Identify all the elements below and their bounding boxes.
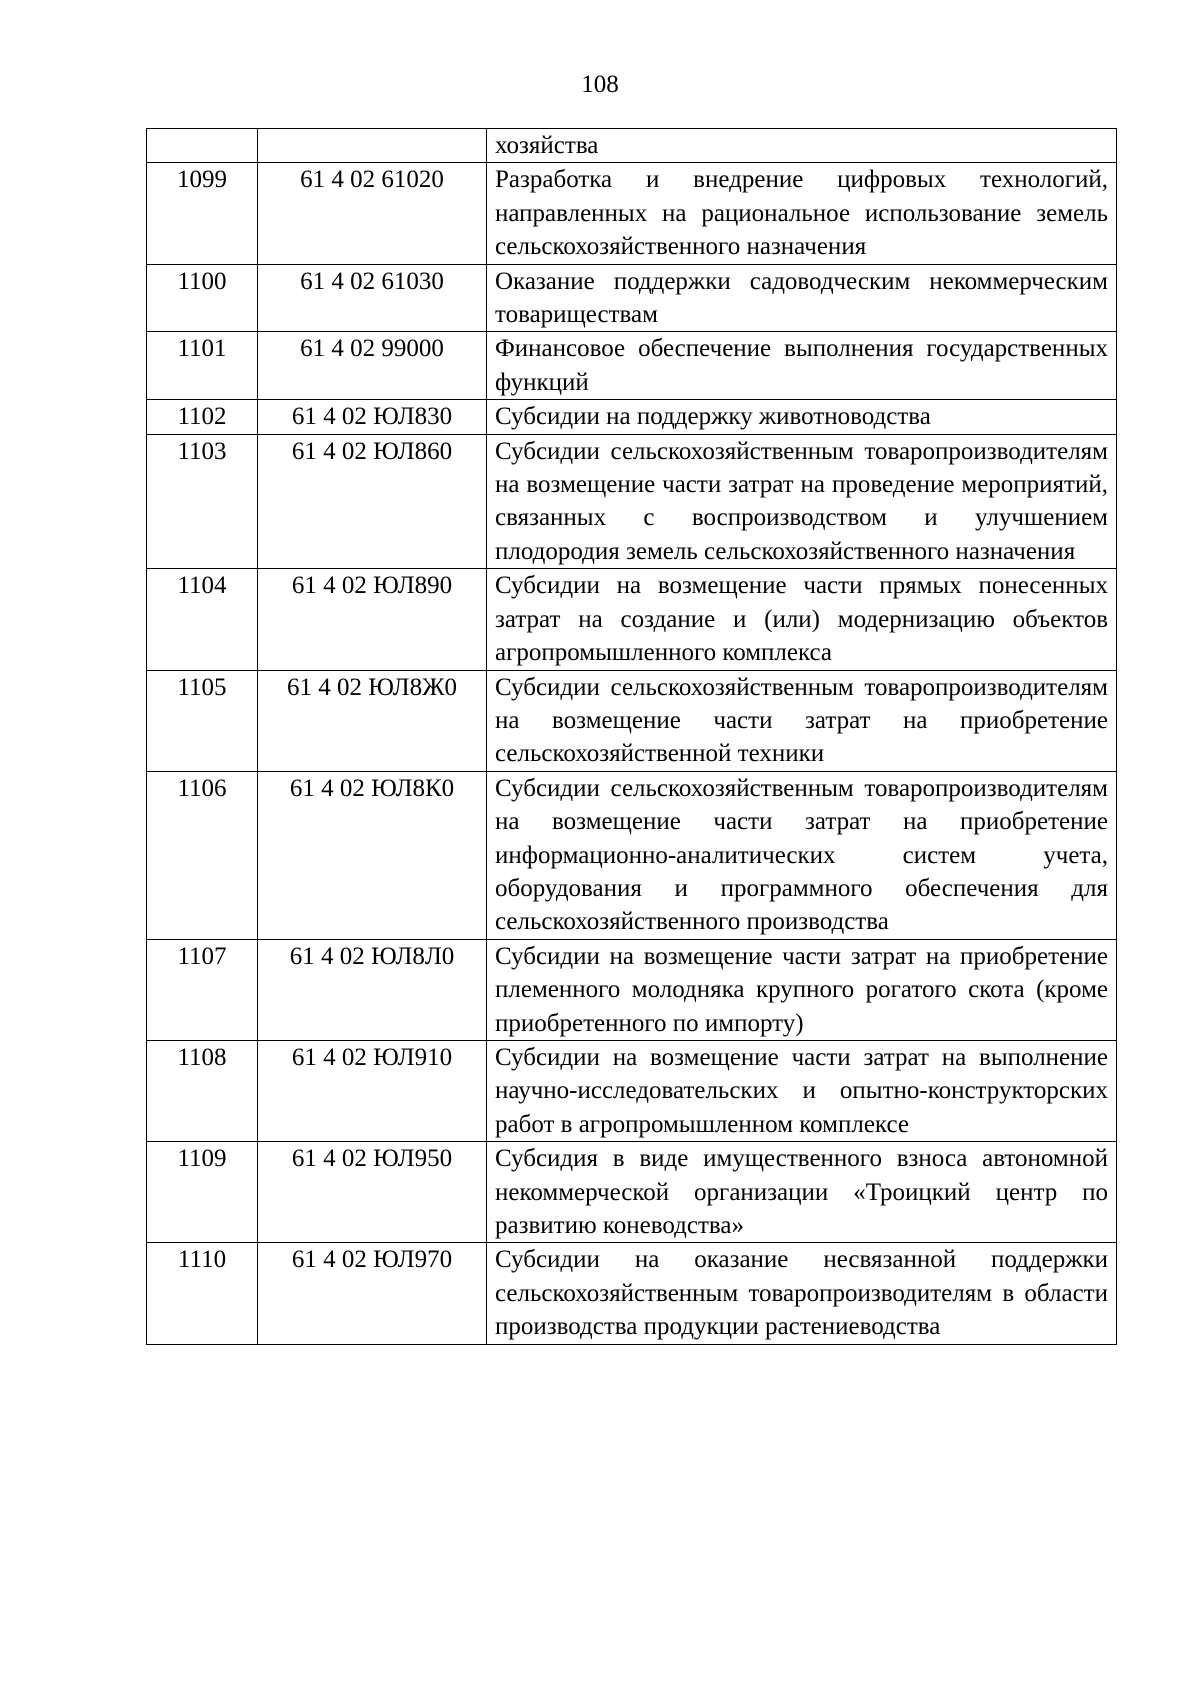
table-row — [147, 434, 1117, 569]
description-cell: Субсидии на поддержку животноводства — [487, 400, 1117, 434]
row-number-cell: 1109 — [147, 1142, 258, 1243]
classification-code-cell: 61 4 02 ЮЛ950 — [258, 1142, 487, 1243]
table-row — [147, 163, 1117, 264]
table-row — [147, 1243, 1117, 1344]
description-cell: Оказание поддержки садоводческим некоммерческим товариществам — [487, 264, 1117, 332]
table-row — [147, 264, 1117, 332]
row-number-cell: 1110 — [147, 1243, 258, 1344]
description-cell: Субсидии сельскохозяйственным товаропроизводителям на возмещение части затрат на проведение мероприятий, связанных с воспроизводством и улучшением плодородия земель сельскохозяйственного назначения — [487, 434, 1117, 569]
table-row — [147, 939, 1117, 1040]
description-cell: хозяйства — [487, 129, 1117, 163]
classification-code-cell: 61 4 02 ЮЛ890 — [258, 569, 487, 670]
row-number-cell: 1100 — [147, 264, 258, 332]
page-number: 108 — [581, 71, 619, 98]
table-row — [147, 332, 1117, 400]
table-body — [147, 129, 1117, 1345]
row-number-cell: 1104 — [147, 569, 258, 670]
classification-code-cell: 61 4 02 ЮЛ860 — [258, 434, 487, 569]
description-cell: Субсидия в виде имущественного взноса автономной некоммерческой организации «Троицкий центр по развитию коневодства» — [487, 1142, 1117, 1243]
classification-code-cell: 61 4 02 ЮЛ8Ж0 — [258, 670, 487, 771]
row-number-cell: 1102 — [147, 400, 258, 434]
table-row — [147, 1142, 1117, 1243]
classification-code-cell: 61 4 02 99000 — [258, 332, 487, 400]
classification-code-cell — [258, 129, 487, 163]
row-number-cell: 1108 — [147, 1040, 258, 1141]
description-cell: Субсидии на возмещение части прямых понесенных затрат на создание и (или) модернизацию объектов агропромышленного комплекса — [487, 569, 1117, 670]
row-number-cell: 1105 — [147, 670, 258, 771]
description-cell: Субсидии сельскохозяйственным товаропроизводителям на возмещение части затрат на приобретение информационно-аналитических систем учета, оборудования и программного обеспечения для сельскохозяйственного производства — [487, 771, 1117, 939]
description-cell: Субсидии на оказание несвязанной поддержки сельскохозяйственным товаропроизводителям в области производства продукции растениеводства — [487, 1243, 1117, 1344]
table-row — [147, 400, 1117, 434]
table-row — [147, 670, 1117, 771]
table-row — [147, 569, 1117, 670]
description-cell: Субсидии на возмещение части затрат на выполнение научно-исследовательских и опытно-конструкторских работ в агропромышленном комплексе — [487, 1040, 1117, 1141]
table-row — [147, 129, 1117, 163]
description-cell: Субсидии на возмещение части затрат на приобретение племенного молодняка крупного рогатого скота (кроме приобретенного по импорту) — [487, 939, 1117, 1040]
row-number-cell: 1101 — [147, 332, 258, 400]
row-number-cell: 1099 — [147, 163, 258, 264]
classification-code-cell: 61 4 02 ЮЛ8Л0 — [258, 939, 487, 1040]
row-number-cell: 1106 — [147, 771, 258, 939]
row-number-cell — [147, 129, 258, 163]
description-cell: Субсидии сельскохозяйственным товаропроизводителям на возмещение части затрат на приобретение сельскохозяйственной техники — [487, 670, 1117, 771]
description-cell: Финансовое обеспечение выполнения государственных функций — [487, 332, 1117, 400]
budget-classification-table — [146, 128, 1117, 1345]
classification-code-cell: 61 4 02 ЮЛ910 — [258, 1040, 487, 1141]
table-row — [147, 1040, 1117, 1141]
classification-code-cell: 61 4 02 ЮЛ970 — [258, 1243, 487, 1344]
classification-code-cell: 61 4 02 ЮЛ8К0 — [258, 771, 487, 939]
classification-code-cell: 61 4 02 61030 — [258, 264, 487, 332]
description-cell: Разработка и внедрение цифровых технологий, направленных на рациональное использование земель сельскохозяйственного назначения — [487, 163, 1117, 264]
row-number-cell: 1103 — [147, 434, 258, 569]
classification-code-cell: 61 4 02 ЮЛ830 — [258, 400, 487, 434]
table-row — [147, 771, 1117, 939]
classification-code-cell: 61 4 02 61020 — [258, 163, 487, 264]
row-number-cell: 1107 — [147, 939, 258, 1040]
